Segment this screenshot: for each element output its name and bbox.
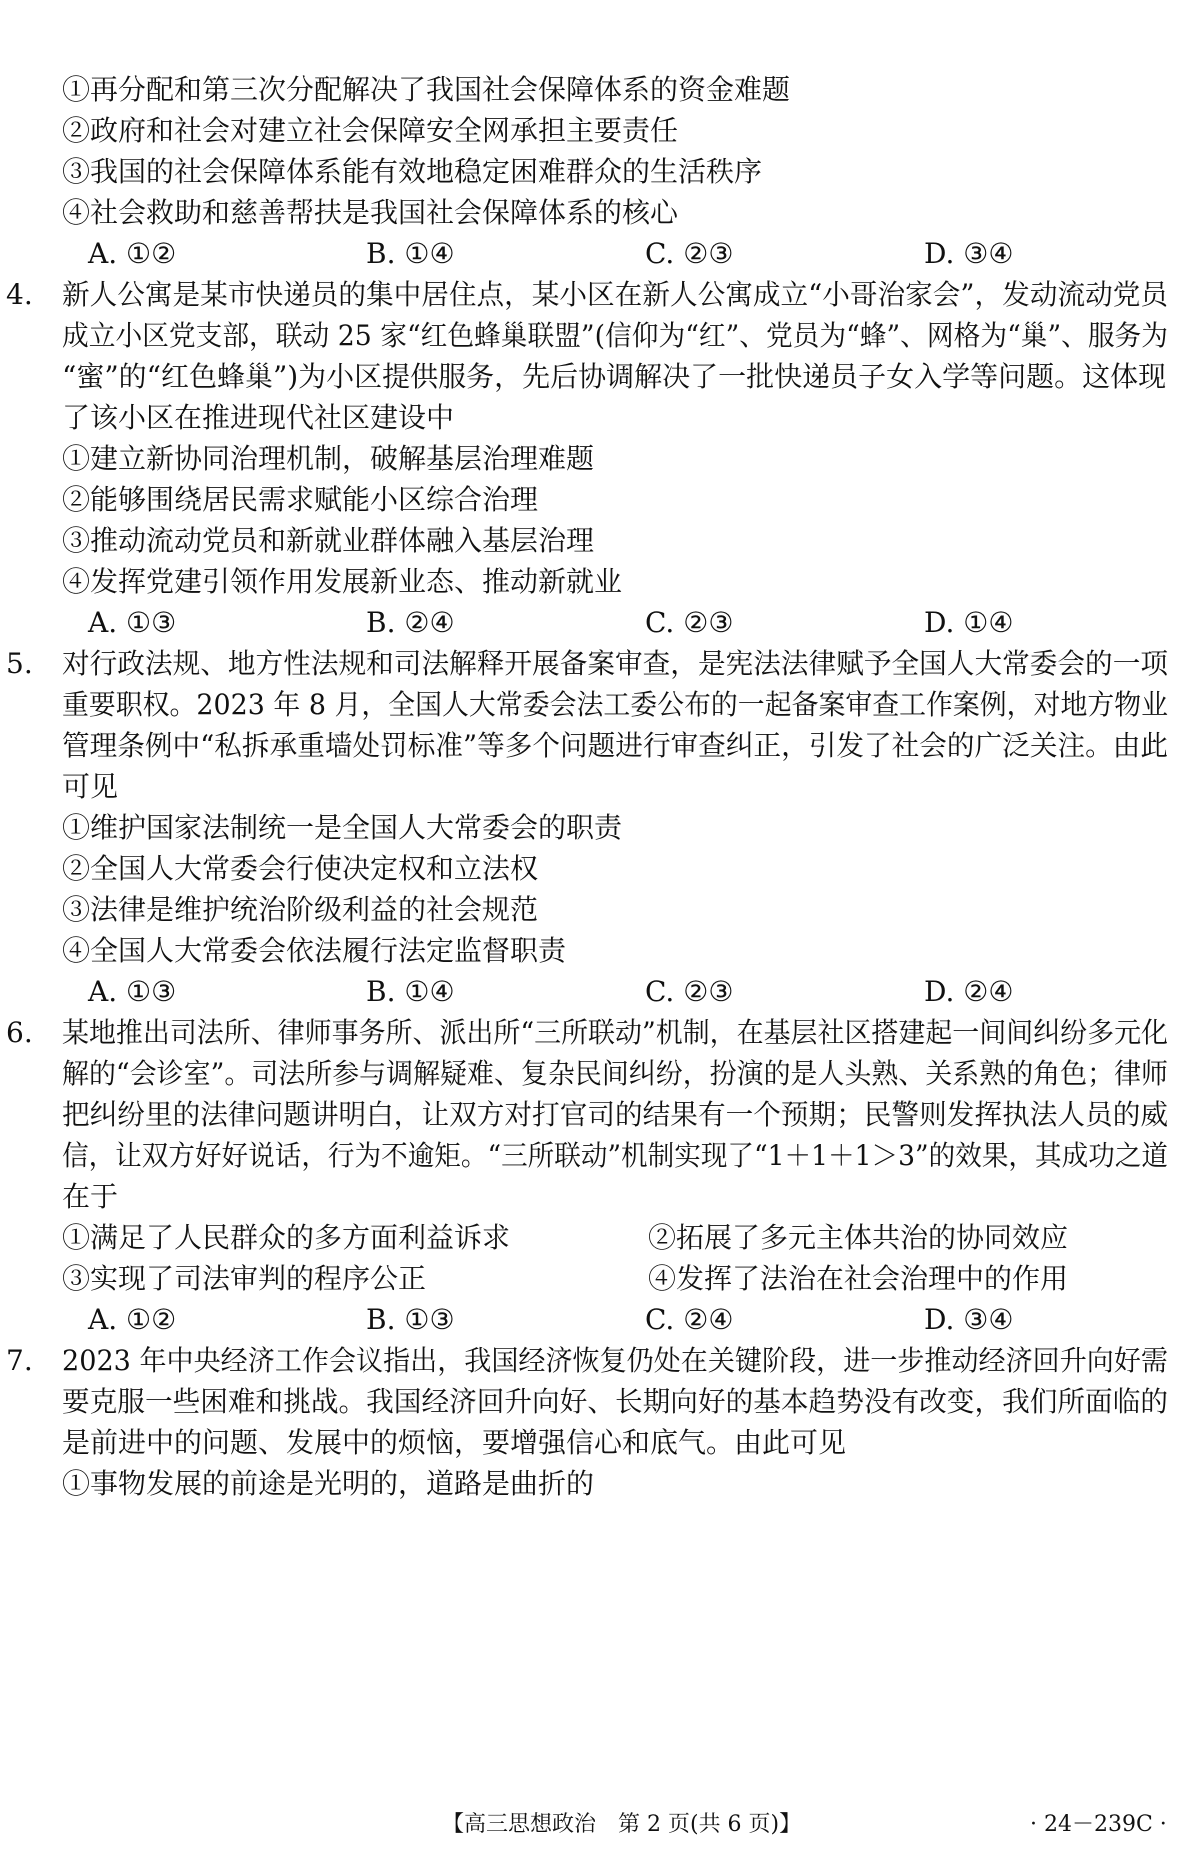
q5-statement-2: ②全国人大常委会行使决定权和立法权 <box>62 852 539 885</box>
q6-statement-4: ④发挥了法治在社会治理中的作用 <box>648 1262 1069 1295</box>
q5-number: 5. <box>6 647 33 680</box>
q6-statement-2: ②拓展了多元主体共治的协同效应 <box>648 1221 1069 1254</box>
q6-number: 6. <box>6 1016 33 1049</box>
q5-stem-line-4: 可见 <box>62 770 119 803</box>
q4-stem-line-1: 新人公寓是某市快递员的集中居住点，某小区在新人公寓成立“小哥治家会”，发动流动党员 <box>62 278 1168 311</box>
q6-option-a: A. ①② <box>88 1303 177 1336</box>
q4-option-d: D. ①④ <box>924 606 1014 639</box>
q5-statement-3: ③法律是维护统治阶级利益的社会规范 <box>62 893 539 926</box>
q6-option-d: D. ③④ <box>924 1303 1014 1336</box>
q6-option-b: B. ①③ <box>366 1303 455 1336</box>
q3-statement-4: ④社会救助和慈善帮扶是我国社会保障体系的核心 <box>62 196 679 229</box>
q4-stem-line-3: “蜜”的“红色蜂巢”)为小区提供服务，先后协调解决了一批快递员子女入学等问题。这体现 <box>62 360 1167 393</box>
q5-stem-line-2: 重要职权。2023 年 8 月，全国人大常委会法工委公布的一起备案审查工作案例，对地方物业 <box>62 688 1168 721</box>
q4-stem-line-4: 了该小区在推进现代社区建设中 <box>62 401 455 434</box>
q6-stem-line-5: 在于 <box>62 1180 119 1213</box>
footer-page-info: 【高三思想政治 第 2 页(共 6 页)】 <box>442 1812 802 1837</box>
q4-option-b: B. ②④ <box>366 606 455 639</box>
q3-statement-3: ③我国的社会保障体系能有效地稳定困难群众的生活秩序 <box>62 155 763 188</box>
q4-statement-2: ②能够围绕居民需求赋能小区综合治理 <box>62 483 539 516</box>
q5-stem-line-1: 对行政法规、地方性法规和司法解释开展备案审查，是宪法法律赋予全国人大常委会的一项 <box>62 647 1168 680</box>
q4-statement-1: ①建立新协同治理机制，破解基层治理难题 <box>62 442 595 475</box>
q7-stem-line-3: 是前进中的问题、发展中的烦恼，要增强信心和底气。由此可见 <box>62 1426 847 1459</box>
q3-option-d: D. ③④ <box>924 237 1014 270</box>
q5-option-b: B. ①④ <box>366 975 455 1008</box>
q5-statement-4: ④全国人大常委会依法履行法定监督职责 <box>62 934 567 967</box>
q4-option-a: A. ①③ <box>88 606 177 639</box>
q5-option-c: C. ②③ <box>645 975 734 1008</box>
q3-statement-1: ①再分配和第三次分配解决了我国社会保障体系的资金难题 <box>62 73 791 106</box>
q3-option-b: B. ①④ <box>366 237 455 270</box>
q5-option-d: D. ②④ <box>924 975 1014 1008</box>
q6-stem-line-3: 把纠纷里的法律问题讲明白，让双方对打官司的结果有一个预期；民警则发挥执法人员的威 <box>62 1098 1168 1131</box>
q6-statement-3: ③实现了司法审判的程序公正 <box>62 1262 427 1295</box>
q7-stem-line-2: 要克服一些困难和挑战。我国经济回升向好、长期向好的基本趋势没有改变，我们所面临的 <box>62 1385 1168 1418</box>
q6-stem-line-1: 某地推出司法所、律师事务所、派出所“三所联动”机制，在基层社区搭建起一间间纠纷多元化 <box>62 1016 1168 1049</box>
q5-stem-line-3: 管理条例中“私拆承重墙处罚标准”等多个问题进行审查纠正，引发了社会的广泛关注。由此 <box>62 729 1168 762</box>
q7-stem-line-1: 2023 年中央经济工作会议指出，我国经济恢复仍处在关键阶段，进一步推动经济回升向好需 <box>62 1344 1168 1377</box>
q5-option-a: A. ①③ <box>88 975 177 1008</box>
q4-statement-4: ④发挥党建引领作用发展新业态、推动新就业 <box>62 565 623 598</box>
q4-option-c: C. ②③ <box>645 606 734 639</box>
q5-statement-1: ①维护国家法制统一是全国人大常委会的职责 <box>62 811 623 844</box>
q6-statement-1: ①满足了人民群众的多方面利益诉求 <box>62 1221 511 1254</box>
q7-statement-1: ①事物发展的前途是光明的，道路是曲折的 <box>62 1467 595 1500</box>
q6-stem-line-4: 信，让双方好好说话，行为不逾矩。“三所联动”机制实现了“1＋1＋1＞3”的效果，其成功之道 <box>62 1139 1168 1172</box>
q6-option-c: C. ②④ <box>645 1303 734 1336</box>
q3-statement-2: ②政府和社会对建立社会保障安全网承担主要责任 <box>62 114 679 147</box>
footer-code: · 24－239C · <box>1030 1812 1167 1837</box>
q7-number: 7. <box>6 1344 33 1377</box>
q6-stem-line-2: 解的“会诊室”。司法所参与调解疑难、复杂民间纠纷，扮演的是人头熟、关系熟的角色；律师 <box>62 1057 1168 1090</box>
q4-number: 4. <box>6 278 33 311</box>
q4-statement-3: ③推动流动党员和新就业群体融入基层治理 <box>62 524 595 557</box>
q4-stem-line-2: 成立小区党支部，联动 25 家“红色蜂巢联盟”(信仰为“红”、党员为“蜂”、网格为“巢”、服务为 <box>62 319 1168 352</box>
q3-option-a: A. ①② <box>88 237 177 270</box>
q3-option-c: C. ②③ <box>645 237 734 270</box>
